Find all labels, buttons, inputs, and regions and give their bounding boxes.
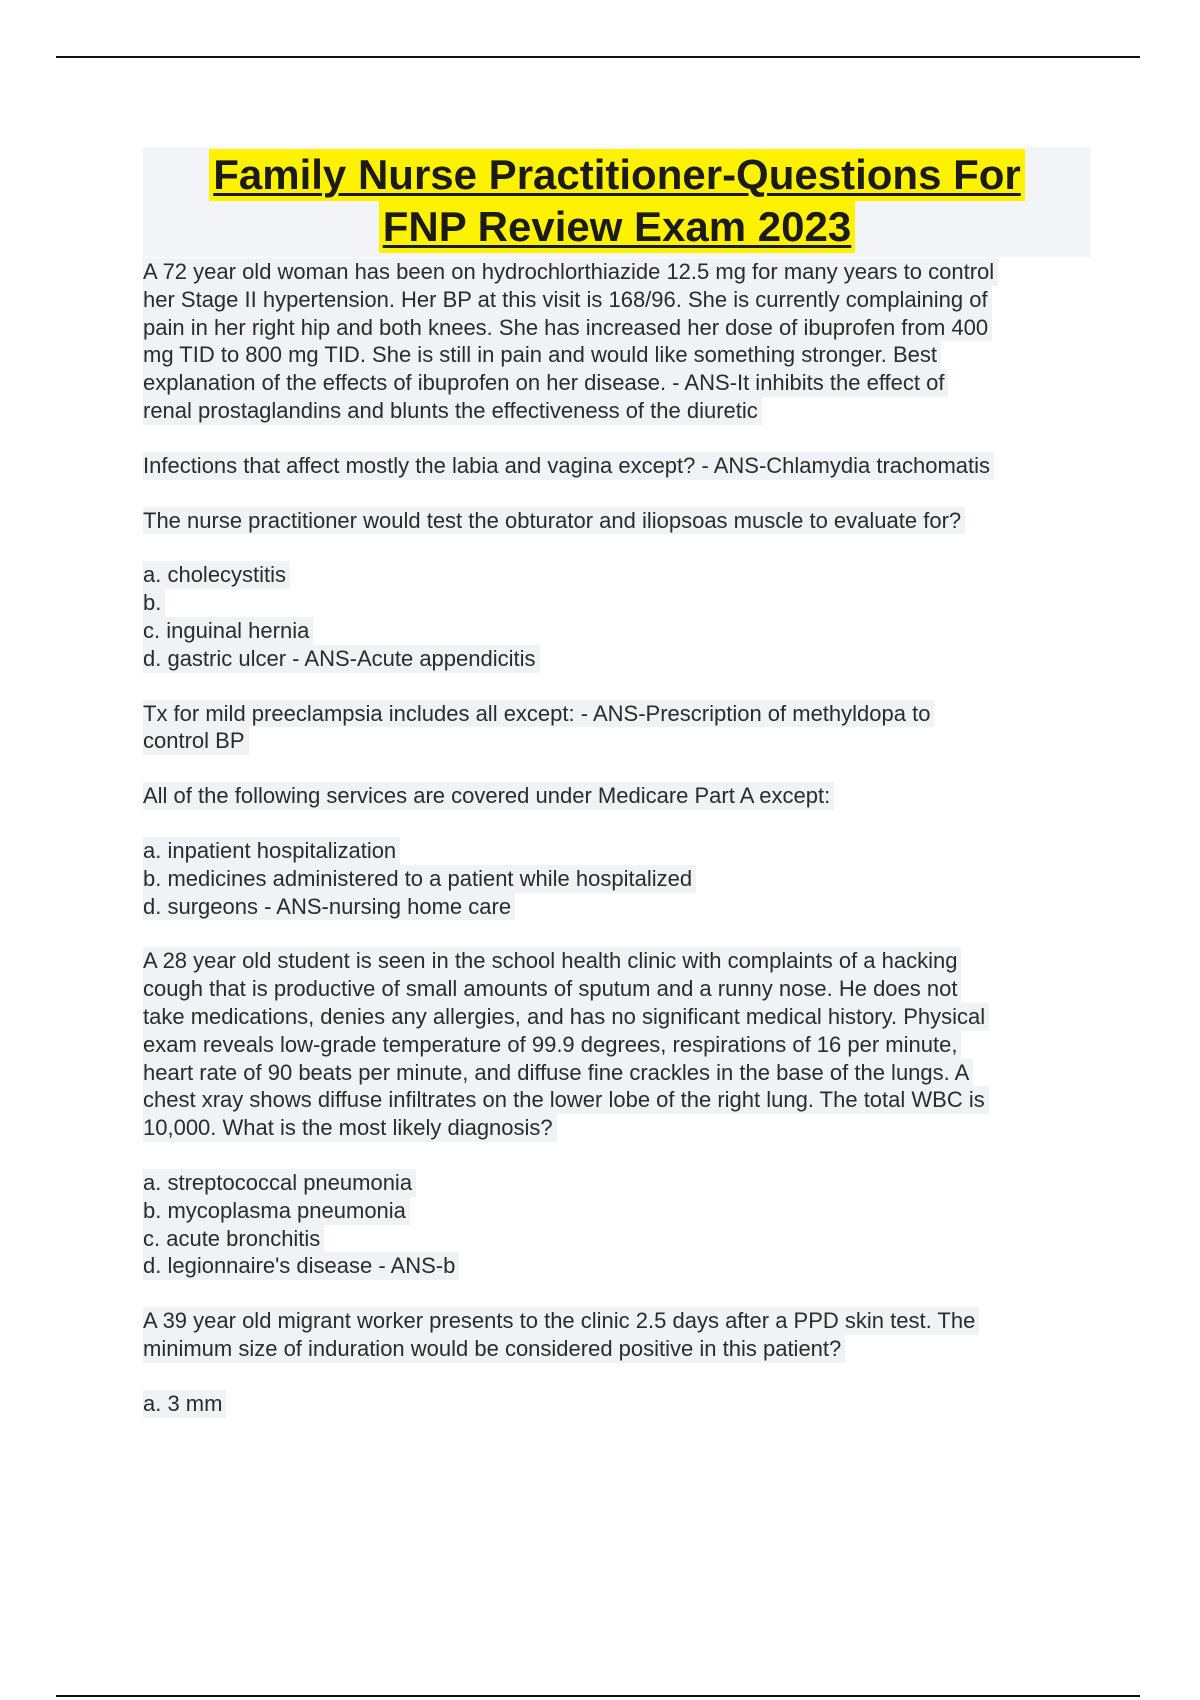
document-title	[143, 147, 1091, 257]
paragraph	[143, 561, 1083, 672]
paragraph	[143, 1307, 1083, 1363]
text-line: b. mycoplasma pneumonia	[143, 1197, 410, 1225]
title-line-1: Family Nurse Practitioner-Questions For	[209, 149, 1025, 201]
text-line: All of the following services are covered under Medicare Part A except:	[143, 782, 834, 810]
text-line: explanation of the effects of ibuprofen on her disease. - ANS-It inhibits the effect of	[143, 369, 948, 397]
text-line: a. inpatient hospitalization	[143, 837, 400, 865]
paragraph	[143, 947, 1083, 1142]
text-line: cough that is productive of small amounts of sputum and a runny nose. He does not	[143, 975, 961, 1003]
text-line: b.	[143, 589, 165, 617]
paragraph	[143, 782, 1083, 810]
text-line: 10,000. What is the most likely diagnosis?	[143, 1114, 557, 1142]
text-line: b. medicines administered to a patient while hospitalized	[143, 865, 696, 893]
paragraph	[143, 452, 1083, 480]
text-line: d. surgeons - ANS-nursing home care	[143, 893, 515, 921]
text-line: A 39 year old migrant worker presents to the clinic 2.5 days after a PPD skin test. The	[143, 1307, 979, 1335]
text-line: mg TID to 800 mg TID. She is still in pain and would like something stronger. Best	[143, 341, 941, 369]
text-line: The nurse practitioner would test the obturator and iliopsoas muscle to evaluate for?	[143, 507, 965, 535]
text-line: take medications, denies any allergies, and has no significant medical history. Physical	[143, 1003, 989, 1031]
paragraph	[143, 258, 1083, 425]
document-body	[143, 258, 1083, 1445]
text-line: her Stage II hypertension. Her BP at this visit is 168/96. She is currently complaining of	[143, 286, 992, 314]
text-line: d. legionnaire's disease - ANS-b	[143, 1252, 459, 1280]
text-line: d. gastric ulcer - ANS-Acute appendicitis	[143, 645, 540, 673]
text-line: Tx for mild preeclampsia includes all except: - ANS-Prescription of methyldopa to	[143, 700, 934, 728]
text-line: a. 3 mm	[143, 1390, 226, 1418]
paragraph	[143, 1390, 1083, 1418]
text-line: a. cholecystitis	[143, 561, 290, 589]
bottom-rule	[56, 1695, 1140, 1697]
paragraph	[143, 507, 1083, 535]
paragraph	[143, 837, 1083, 920]
text-line: A 28 year old student is seen in the school health clinic with complaints of a hacking	[143, 947, 961, 975]
text-line: minimum size of induration would be considered positive in this patient?	[143, 1335, 845, 1363]
text-line: A 72 year old woman has been on hydrochlorthiazide 12.5 mg for many years to control	[143, 258, 998, 286]
paragraph	[143, 1169, 1083, 1280]
text-line: Infections that affect mostly the labia and vagina except? - ANS-Chlamydia trachomatis	[143, 452, 994, 480]
text-line: chest xray shows diffuse infiltrates on the lower lobe of the right lung. The total WBC is	[143, 1086, 989, 1114]
text-line: a. streptococcal pneumonia	[143, 1169, 416, 1197]
title-line-2: FNP Review Exam 2023	[379, 201, 856, 253]
text-line: control BP	[143, 727, 249, 755]
text-line: c. inguinal hernia	[143, 617, 313, 645]
text-line: exam reveals low-grade temperature of 99.9 degrees, respirations of 16 per minute,	[143, 1031, 961, 1059]
text-line: c. acute bronchitis	[143, 1225, 324, 1253]
text-line: pain in her right hip and both knees. She has increased her dose of ibuprofen from 400	[143, 314, 992, 342]
text-line: heart rate of 90 beats per minute, and diffuse fine crackles in the base of the lungs. A	[143, 1059, 973, 1087]
top-rule	[56, 56, 1140, 58]
paragraph	[143, 700, 1083, 756]
text-line: renal prostaglandins and blunts the effectiveness of the diuretic	[143, 397, 762, 425]
